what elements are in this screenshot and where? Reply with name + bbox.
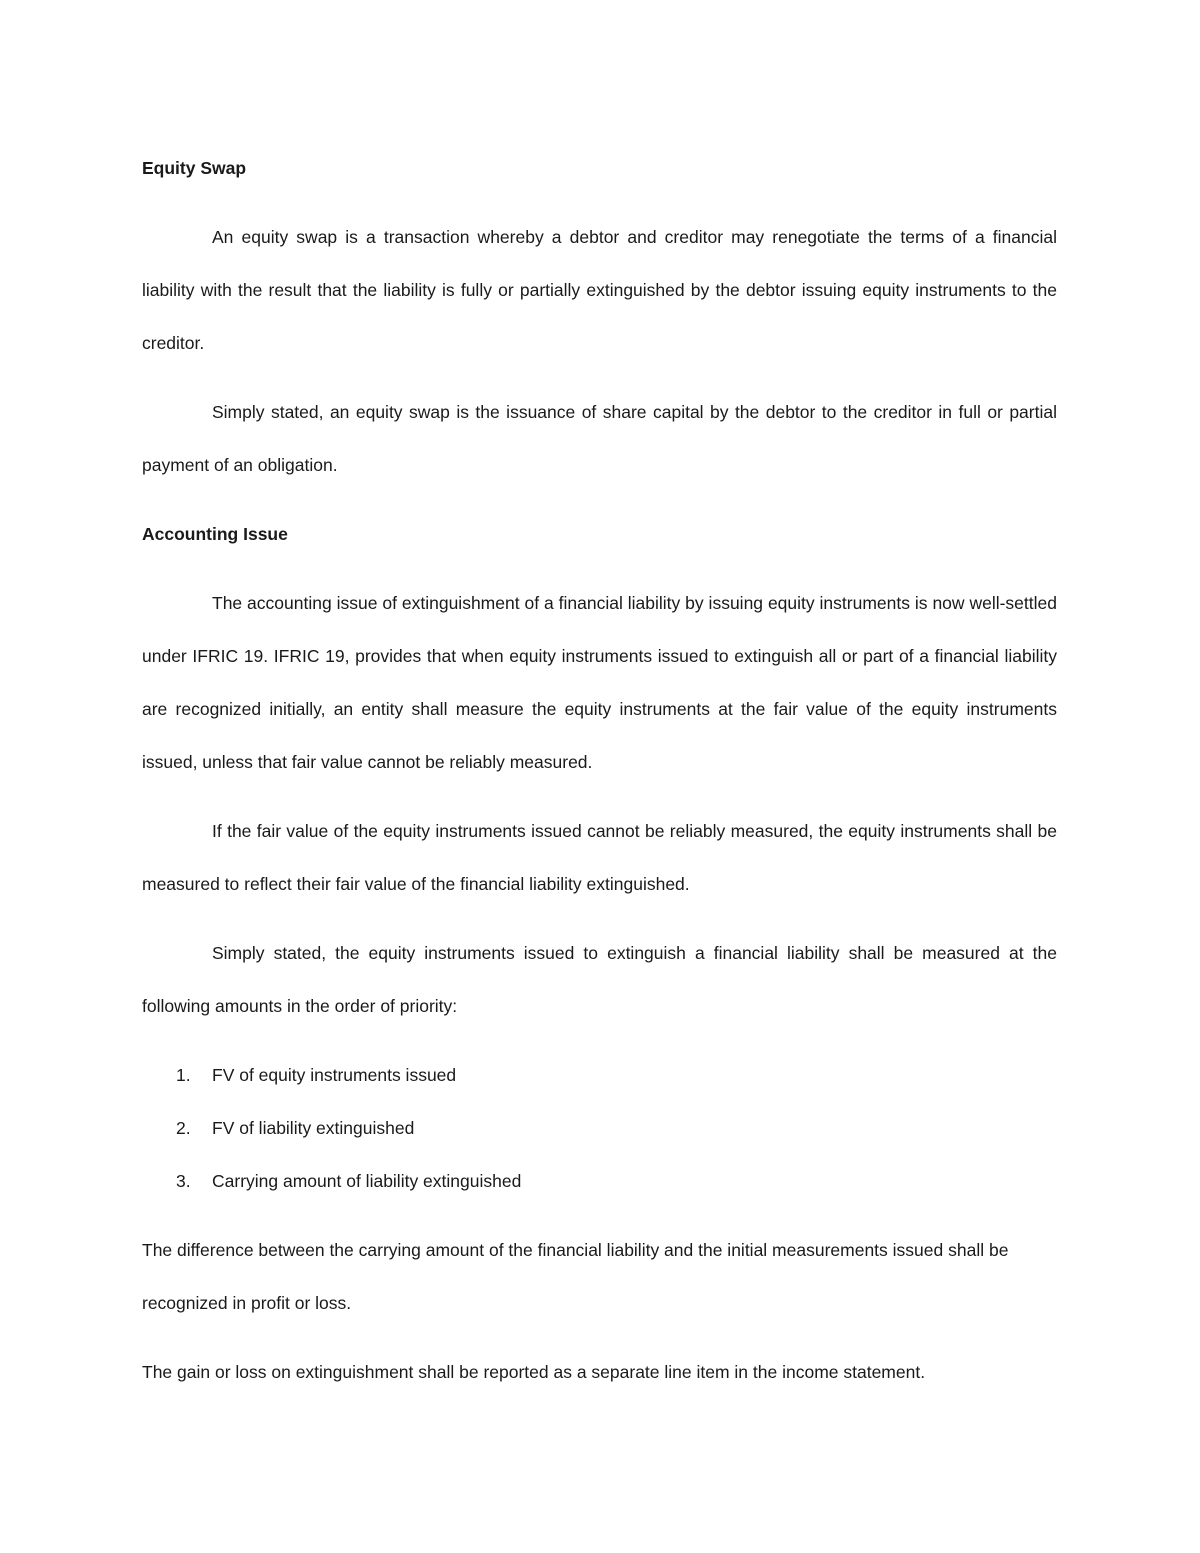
list-item-number: 2. bbox=[176, 1118, 191, 1138]
paragraph-gain-loss-reporting: The gain or loss on extinguishment shall be reported as a separate line item in the income statement. bbox=[142, 1362, 926, 1382]
paragraph-fair-value-unreliable: If the fair value of the equity instruments issued cannot be reliably measured, the equity instruments shall be measured to reflect their fair value of the financial liability extinguished. bbox=[142, 821, 1057, 894]
paragraph-order-of-priority: Simply stated, the equity instruments issued to extinguish a financial liability shall be measured at the following amounts in the order of priority: bbox=[142, 943, 1057, 1016]
heading-accounting-issue: Accounting Issue bbox=[142, 524, 288, 544]
list-item bbox=[142, 1155, 1057, 1208]
list-item-text: Carrying amount of liability extinguished bbox=[212, 1171, 522, 1191]
paragraph-equity-swap-definition: An equity swap is a transaction whereby a debtor and creditor may renegotiate the terms of a financial liability with the result that the liability is fully or partially extinguished by the debtor issuing equity instruments to the creditor. bbox=[142, 227, 1057, 353]
paragraph-ifric-19: The accounting issue of extinguishment of a financial liability by issuing equity instruments is now well-settled under IFRIC 19. IFRIC 19, provides that when equity instruments issued to extinguish all or part of a financial liability are recognized initially, an entity shall measure the equity instruments at the fair value of the equity instruments issued, unless that fair value cannot be reliably measured. bbox=[142, 593, 1057, 772]
list-item-text: FV of liability extinguished bbox=[212, 1118, 415, 1138]
heading-equity-swap: Equity Swap bbox=[142, 158, 247, 178]
paragraph-difference-recognition: The difference between the carrying amount of the financial liability and the initial measurements issued shall be recognized in profit or loss. bbox=[142, 1240, 1009, 1313]
list-item-text: FV of equity instruments issued bbox=[212, 1065, 457, 1085]
list-item-number: 3. bbox=[176, 1171, 191, 1191]
priority-list bbox=[142, 1049, 1057, 1208]
list-item bbox=[142, 1102, 1057, 1155]
paragraph-equity-swap-simply-stated: Simply stated, an equity swap is the issuance of share capital by the debtor to the creditor in full or partial payment of an obligation. bbox=[142, 402, 1057, 475]
list-item bbox=[142, 1049, 1057, 1102]
document-body bbox=[142, 142, 1057, 1415]
list-item-number: 1. bbox=[176, 1065, 191, 1085]
